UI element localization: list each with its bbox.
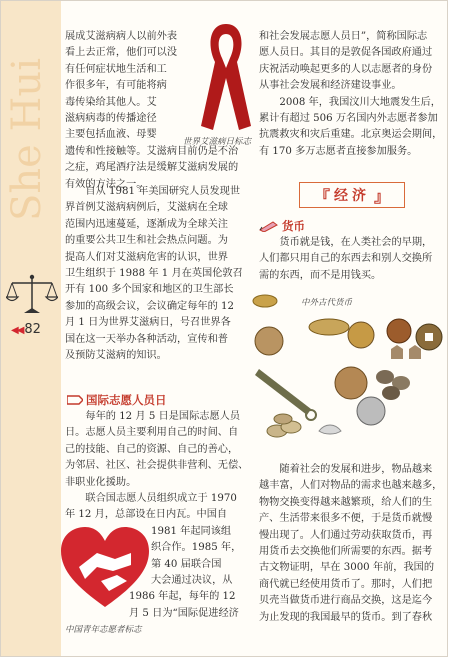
hiv-text-top-line: 滋病病毒的传播途径 — [65, 112, 157, 124]
volunteer-continued-line: 庆祝活动唤起更多的人以志愿者的身份 — [259, 63, 433, 75]
hiv-history-line: 界首例艾滋病病例后，艾滋病在全球 — [65, 202, 228, 214]
volunteer-continued-line: 有 170 多万志愿者直接参加服务。 — [259, 145, 418, 157]
volunteer-day-title: 国际志愿人员日 — [86, 393, 167, 407]
volunteer-continued-line: 和社会发展志愿人员日”，简称国际志 — [259, 31, 428, 42]
currency-heading — [259, 218, 305, 234]
currency-intro-line: 人们都只用自己的东西去和别人交换所 — [259, 253, 433, 265]
section-arrow-icon — [67, 395, 83, 405]
pencil-icon — [259, 220, 279, 232]
coins-caption: 中外古代货币 — [301, 298, 353, 308]
volunteer-text-line: 日。志愿人员主要利用自己的时间、自 — [65, 427, 239, 439]
volunteer-text-line: 月 5 日为“国际促进经济 — [129, 607, 239, 619]
currency-history-line: 为止发现的我国最早的货币。到了春秋 — [259, 611, 433, 623]
volunteer-continued-line: 愿人员日。其目的是敦促各国政府通过 — [259, 47, 433, 59]
currency-history-line: 用货币去交换他们所需要的东西。据考 — [259, 545, 433, 557]
hiv-history-line: 提高人们对艾滋病危害的认识，世界 — [65, 251, 228, 263]
ribbon-caption: 世界艾滋病日标志 — [183, 137, 252, 147]
hiv-history-line: 自从 1981 年美国研究人员发现世 — [85, 186, 241, 197]
currency-history-line: 商代就已经使用货币了。那时，人们把 — [259, 578, 433, 590]
side-margin-band — [1, 1, 61, 657]
hiv-text-top-line: 之症，鸡尾酒疗法是缓解艾滋病发展的 — [65, 162, 239, 174]
hiv-history-line: 国在这一天举办各种活动，宣传和普 — [65, 333, 228, 345]
currency-history-line: 越丰富，人们对物品的需求也越来越多， — [259, 480, 443, 492]
volunteer-continued-line: 2008 年，我国汶川大地震发生后， — [279, 96, 441, 108]
hiv-text-top-line: 主要包括血液、母婴 — [65, 129, 157, 141]
hiv-history-line: 开有 100 多个国家和地区的卫生部长 — [65, 284, 234, 296]
hiv-text-top-line: 有任何症状地生活和工 — [65, 63, 167, 75]
volunteer-text-line: 第 40 届联合国 — [151, 558, 222, 570]
hiv-text-top-line: 遗传和性接触等。艾滋病目前仍是不治 — [65, 145, 239, 157]
currency-history-line: 贝壳当做货币进行商品交换，这是迄今 — [259, 595, 433, 607]
hiv-text-top-line: 作很多年，有可能将病 — [65, 80, 167, 92]
heart-caption: 中国青年志愿者标志 — [65, 625, 142, 635]
volunteer-text-line: 织合作。1985 年， — [151, 542, 242, 554]
hiv-history-line: 范围内迅速蔓延，逐渐成为全球关注 — [65, 218, 228, 230]
volunteer-text-line: 1986 年起，每年的 12 — [129, 591, 236, 603]
currency-intro — [259, 235, 439, 284]
currency-history-line: 随着社会的发展和进步，物品越来 — [279, 464, 433, 475]
currency-history-line: 产、生活带来很多不便，于是货币就慢 — [259, 513, 433, 525]
currency-intro-line: 需的东西，而不是用钱买。 — [259, 269, 382, 281]
volunteer-text-line: 己的技能、自己的资源、自己的善心， — [65, 443, 239, 455]
page-number: ◀◀ 82 — [11, 322, 41, 337]
volunteer-text-line: 大会通过决议，从 — [151, 574, 233, 586]
economy-banner-text: 经济 — [334, 188, 370, 204]
currency-history-line: 慢出现了。人们通过劳动获取货币，再 — [259, 529, 433, 541]
volunteer-day-heading — [67, 392, 167, 408]
volunteer-continued-line: 从事社会发展和经济建设事业。 — [259, 80, 402, 92]
hiv-history-line: 卫生组织于 1988 年 1 月在英国伦敦召 — [65, 267, 243, 279]
hiv-history-line: 参加的高级会议，会议确定每年的 12 — [65, 300, 235, 312]
currency-history-line: 物物交换变得越来越繁琐，给人们的生 — [259, 496, 433, 508]
volunteer-text-line: 每年的 12 月 5 日是国际志愿人员 — [85, 411, 241, 422]
ancient-coins-image — [251, 291, 445, 441]
volunteer-text-continued — [259, 29, 443, 160]
red-ribbon-icon — [197, 16, 255, 134]
volunteer-text-line: 非职业化援助。 — [65, 476, 137, 488]
volunteer-text-line: 为邻居、社区、社会提供非营利、无偿、 — [65, 460, 249, 472]
volunteer-continued-line: 抗震救灾和灾后重建。北京奥运会期间， — [259, 129, 443, 141]
volunteer-text-line: 年 12 月，总部设在日内瓦。中国自 — [65, 509, 228, 521]
hiv-text-top-line: 看上去正常，他们可以没 — [65, 47, 178, 59]
currency-intro-line: 货币就是钱，在人类社会的早期， — [279, 237, 433, 248]
hiv-history-paragraph — [65, 184, 253, 364]
volunteer-text-line: 1981 年起同该组 — [151, 525, 232, 537]
economy-section-banner: 『 经济 』 — [299, 182, 405, 208]
vertical-section-title: She Hui — [4, 58, 50, 221]
currency-history-line: 古文物证明，早在 3000 年前，我国的 — [259, 562, 435, 574]
currency-history — [259, 462, 443, 626]
volunteer-continued-line: 累计有超过 506 万名国内外志愿者参加 — [259, 112, 438, 124]
balance-scale-icon — [6, 273, 58, 317]
volunteer-heart-logo-icon — [57, 523, 153, 613]
hiv-text-top-line: 毒传染给其他人。艾 — [65, 96, 157, 108]
volunteer-text-line: 联合国志愿人员组织成立于 1970 — [85, 492, 237, 504]
hiv-history-line: 月 1 日为世界艾滋病日，号召世界各 — [65, 317, 231, 329]
hiv-history-line: 的重要公共卫生和社会热点问题。为 — [65, 235, 228, 247]
hiv-text-top-line: 有效的方法之一。 — [65, 178, 147, 190]
hiv-text-top-line: 展成艾滋病病人以前外表 — [65, 31, 178, 42]
hiv-history-line: 及预防艾滋病的知识。 — [65, 349, 167, 361]
currency-title: 货币 — [282, 219, 305, 233]
